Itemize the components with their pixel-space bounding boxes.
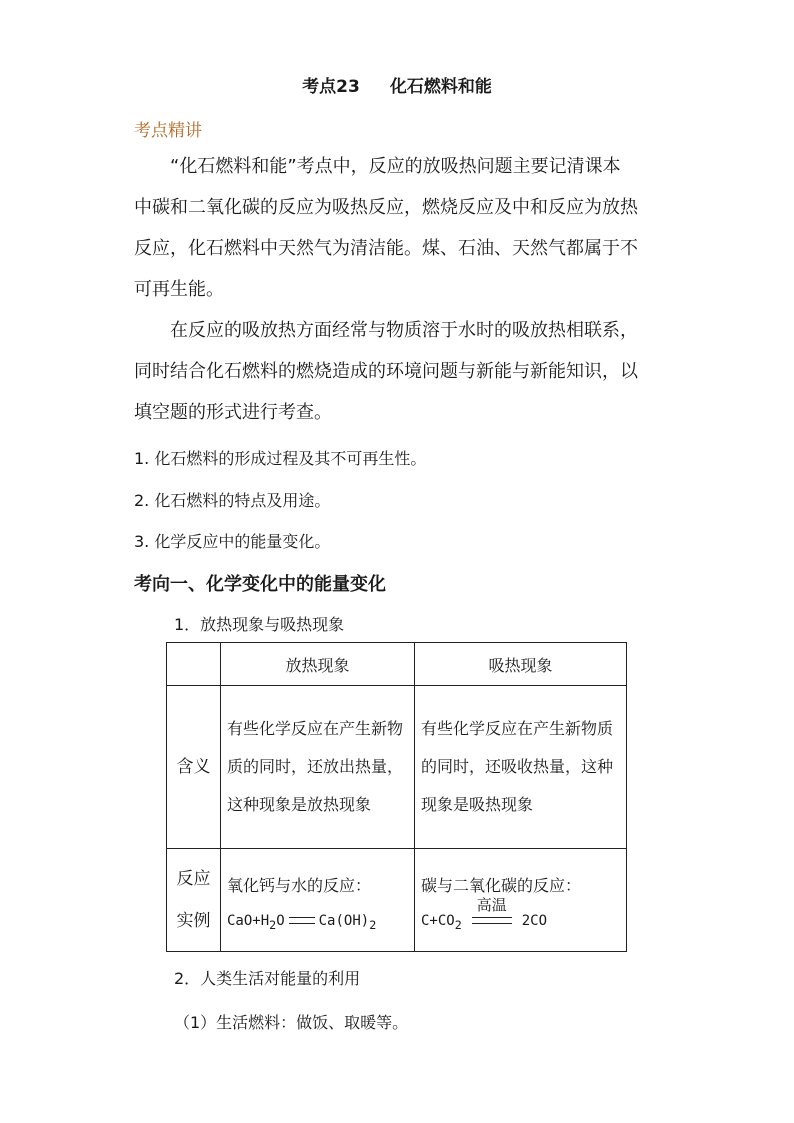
subheading-fuel: （1）生活燃料：做饭、取暖等。 xyxy=(174,1013,409,1032)
example-endo-text: 碳与二氧化碳的反应： xyxy=(421,875,582,895)
example-endo-equation xyxy=(421,896,620,932)
second-paragraph xyxy=(134,310,638,433)
header-cell-exo: 放热现象 xyxy=(221,643,415,686)
example-exo-text: 氧化钙与水的反应： xyxy=(227,875,372,895)
comparison-table xyxy=(166,642,627,952)
list-item: 2. 化石燃料的特点及用途。 xyxy=(134,491,331,510)
row-label-example xyxy=(167,849,221,952)
second-line: 填空题的形式进行考查。 xyxy=(134,402,332,423)
eq-endo-left: C+CO xyxy=(421,912,455,929)
row-label-meaning: 含义 xyxy=(167,686,221,849)
eq-endo-right: 2CO xyxy=(521,912,548,929)
example-exo xyxy=(221,849,415,952)
eq-exo-mid: O xyxy=(276,912,285,929)
example-endo xyxy=(415,849,627,952)
eq-exo-right: Ca(OH) xyxy=(318,912,370,929)
second-line: 同时结合化石燃料的燃烧造成的环境问题与新能与新能知识，以 xyxy=(134,361,638,382)
example-exo-equation xyxy=(227,913,408,932)
list-item: 1. 化石燃料的形成过程及其不可再生性。 xyxy=(134,449,427,468)
meaning-exo: 有些化学反应在产生新物质的同时，还放出热量，这种现象是放热现象 xyxy=(221,686,415,849)
section-heading: 考向一、化学变化中的能量变化 xyxy=(134,574,386,595)
eq-exo-sub1: 2 xyxy=(269,917,277,932)
eq-exo-left: CaO+H xyxy=(227,912,270,929)
intro-line: 中碳和二氧化碳的反应为吸热反应，燃烧反应及中和反应为放热 xyxy=(134,197,638,218)
subheading-energy-use: 2．人类生活对能量的利用 xyxy=(174,969,361,988)
title-name: 化石燃料和能 xyxy=(389,77,492,97)
section-label: 考点精讲 xyxy=(134,121,202,141)
intro-line: 反应，化石燃料中天然气为清洁能。煤、石油、天然气都属于不 xyxy=(134,238,638,259)
reaction-condition: 高温 xyxy=(476,896,507,915)
table-row-meaning xyxy=(167,686,627,849)
subheading-exo-endo: 1．放热现象与吸热现象 xyxy=(174,615,345,634)
row-label-example-line2: 实例 xyxy=(176,911,211,931)
table-row-example xyxy=(167,849,627,952)
title-code: 考点23 xyxy=(302,77,360,97)
intro-line: “化石燃料和能”考点中，反应的放吸热问题主要记清课本 xyxy=(170,156,621,177)
eq-endo-sub: 2 xyxy=(454,917,462,932)
row-label-example-line1: 反应 xyxy=(176,869,211,889)
intro-paragraph xyxy=(134,146,638,310)
meaning-endo: 有些化学反应在产生新物质的同时，还吸收热量，这种现象是吸热现象 xyxy=(415,686,627,849)
header-cell-empty xyxy=(167,643,221,686)
table-header-row xyxy=(167,643,627,686)
list-item: 3. 化学反应中的能量变化。 xyxy=(134,532,331,551)
header-cell-endo: 吸热现象 xyxy=(415,643,627,686)
second-line: 在反应的吸放热方面经常与物质溶于水时的吸放热相联系， xyxy=(170,320,638,341)
condition-equals-sign xyxy=(472,896,512,924)
intro-line: 可再生能。 xyxy=(134,279,224,300)
page-title xyxy=(0,72,794,97)
equals-sign xyxy=(289,917,315,924)
eq-exo-sub2: 2 xyxy=(369,917,377,932)
